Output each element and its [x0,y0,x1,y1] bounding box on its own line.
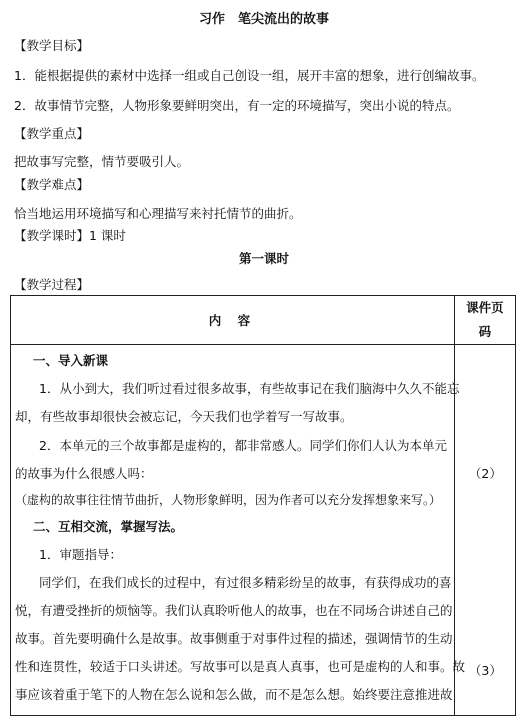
page-ref-2: （3） [468,663,502,678]
difficulty-label: 【教学难点】 [14,177,90,192]
para2-line2: 的故事为什么很感人吗： [15,466,153,481]
goal-2: 2．故事情节完整，人物形象要鲜明突出，有一定的环境描写，突出小说的特点。 [14,98,460,113]
document-title: 习作 笔尖流出的故事 [198,12,329,27]
para4-line1: 同学们，在我们成长的过程中，有过很多精彩纷呈的故事，有获得成功的喜 [39,575,452,590]
header-page-line1: 课件页 [466,300,504,315]
para2-line1: 2．本单元的三个故事都是虚构的，都非常感人。同学们你们人认为本单元 [39,438,447,453]
para1-line2: 却，有些故事却很快会被忘记，今天我们也学着写一写故事。 [15,409,353,424]
para4-line3: 故事。首先要明确什么是故事。故事侧重于对事件过程的描述，强调情节的生动 [15,631,453,646]
section1-heading: 一、导入新课 [33,353,109,368]
para4-line4: 性和连贯性，较适于口头讲述。写故事可以是真人真事，也可是虚构的人和事。故 [15,659,466,674]
goal-1: 1．能根据提供的素材中选择一组或自己创设一组，展开丰富的想象，进行创编故事。 [14,68,485,83]
para3: （虚构的故事往往情节曲折，人物形象鲜明，因为作者可以充分发挥想象来写。） [15,493,442,507]
key-label: 【教学重点】 [14,126,90,141]
session-title: 第一课时 [238,251,289,266]
goals-label: 【教学目标】 [14,38,90,53]
para1-line1: 1．从小到大，我们听过看过很多故事，有些故事记在我们脑海中久久不能忘 [39,381,460,396]
hours-text: 【教学课时】1 课时 [14,228,126,243]
section2-heading: 二、互相交流，掌握写法。 [33,519,184,534]
page-ref-cell [454,345,515,716]
process-label: 【教学过程】 [14,277,90,292]
key-text: 把故事写完整，情节要吸引人。 [14,154,190,169]
header-content: 内 容 [11,296,455,345]
difficulty-text: 恰当地运用环境描写和心理描写来衬托情节的曲折。 [14,206,302,221]
table-row [11,345,516,716]
content-cell [11,345,466,716]
table-header-row [11,296,516,345]
header-page-line2: 码 [478,324,492,339]
header-page [454,296,515,345]
sub1: 1．审题指导： [39,547,122,562]
para4-line2: 悦，有遭受挫折的烦恼等。我们认真聆听他人的故事，也在不同场合讲述自己的 [15,603,453,618]
lesson-table [10,295,516,716]
page-ref-1: （2） [468,466,502,481]
para4-line5: 事应该着重于笔下的人物在怎么说和怎么做，而不是怎么想。始终要注意推进故 [15,687,453,702]
